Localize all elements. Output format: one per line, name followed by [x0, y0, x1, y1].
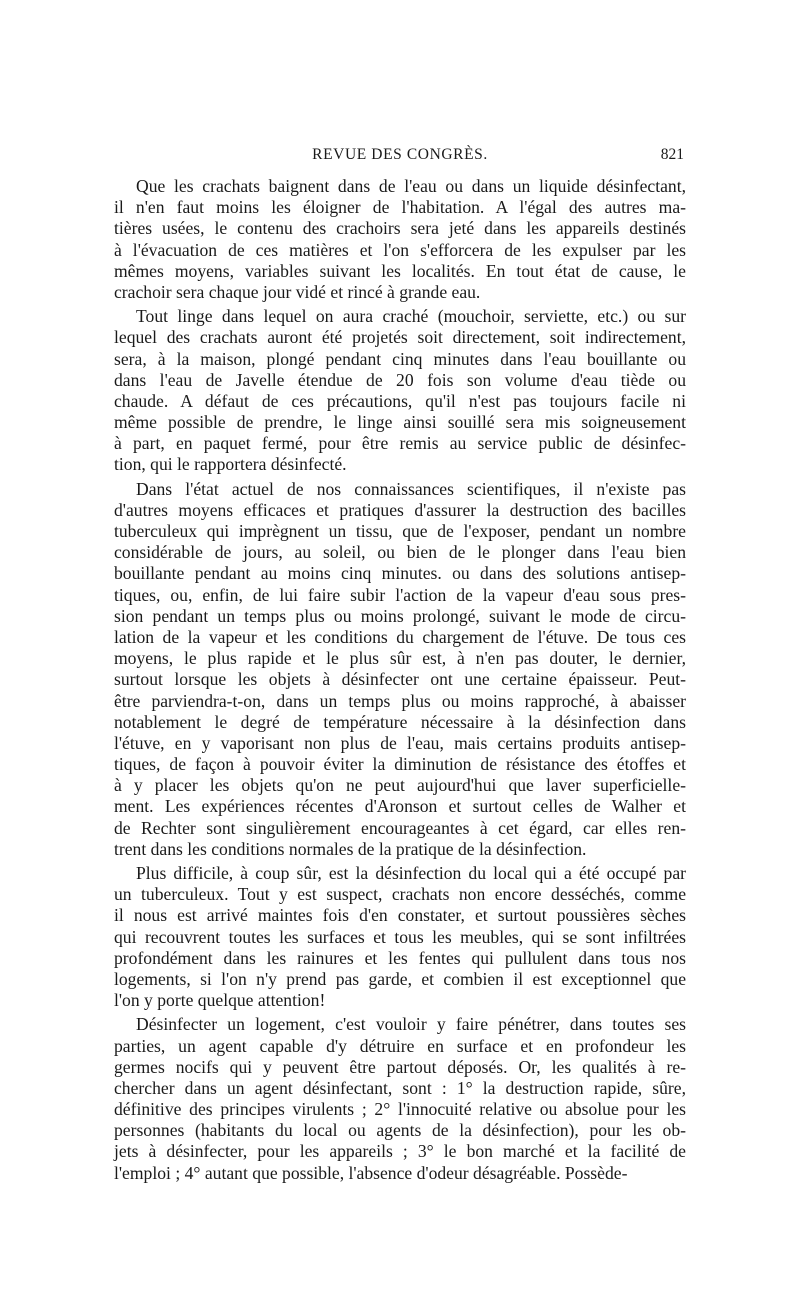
text-line: trent dans les conditions normales de la pratique de la désinfection. — [114, 838, 587, 859]
text-line: tiques, de façon à pouvoir éviter la diminution de résistance des étoffes et — [114, 754, 686, 775]
text-line: sion pendant un temps plus ou moins prolongé, suivant le mode de circu- — [114, 605, 686, 626]
text-line: sera, à la maison, plongé pendant cinq minutes dans l'eau bouillante ou — [114, 348, 686, 369]
text-line: surtout lorsque les objets à désinfecter ont une certaine épaisseur. Peut- — [114, 669, 686, 690]
text-line: Dans l'état actuel de nos connaissances scientifiques, il n'existe pas — [136, 478, 686, 499]
text-line: lation de la vapeur et les conditions du chargement de l'étuve. De tous ces — [114, 626, 686, 647]
text-line: germes nocifs qui y peuvent être partout déposés. Or, les qualités à re- — [114, 1056, 686, 1077]
paragraph — [114, 176, 686, 303]
text-line: considérable de jours, au soleil, ou bien de le plonger dans l'eau bien — [114, 542, 686, 563]
text-line: à part, en paquet fermé, pour être remis au service public de désinfec- — [114, 433, 686, 454]
text-line: qui recouvrent toutes les surfaces et tous les meubles, qui se sont infiltrées — [114, 926, 686, 947]
text-line: crachoir sera chaque jour vidé et rincé à grande eau. — [114, 281, 481, 302]
text-line: jets à désinfecter, pour les appareils ; 3° le bon marché et la facilité de — [114, 1141, 686, 1162]
text-line: bouillante pendant au moins cinq minutes. ou dans des solutions antisep- — [114, 563, 686, 584]
text-line: ment. Les expériences récentes d'Aronson et surtout celles de Walher et — [114, 796, 686, 817]
text-line: logements, si l'on n'y prend pas garde, et combien il est exceptionnel que — [114, 968, 686, 989]
running-title: REVUE DES CONGRÈS. — [312, 146, 488, 163]
text-line: définitive des principes virulents ; 2° l'innocuité relative ou absolue pour les — [114, 1099, 686, 1120]
text-line: tuberculeux qui imprègnent un tissu, que de l'exposer, pendant un nombre — [114, 521, 686, 541]
text-line: Que les crachats baignent dans de l'eau ou dans un liquide désinfectant, — [136, 176, 686, 196]
text-line: chercher dans un agent désinfectant, sont : 1° la destruction rapide, sûre, — [114, 1077, 686, 1098]
text-line: personnes (habitants du local ou agents de la désinfection), pour les ob- — [114, 1120, 686, 1141]
text-line: à l'évacuation de ces matières et l'on s'efforcera de les expulser par les — [114, 239, 686, 260]
text-line: il nous est arrivé maintes fois d'en constater, et surtout poussières sèches — [114, 905, 686, 926]
text-line: Tout linge dans lequel on aura craché (mouchoir, serviette, etc.) ou sur — [136, 306, 686, 327]
text-line: tion, qui le rapportera désinfecté. — [114, 454, 347, 475]
paragraph — [114, 863, 686, 1011]
text-line: l'emploi ; 4° autant que possible, l'absence d'odeur désagréable. Possède- — [114, 1162, 628, 1183]
text-line: être parviendra-t-on, dans un temps plus ou moins rapproché, à abaisser — [114, 690, 686, 711]
text-line: mêmes moyens, variables suivant les localités. En tout état de cause, le — [114, 260, 686, 281]
text-line: Plus difficile, à coup sûr, est la désinfection du local qui a été occupé par — [136, 863, 686, 883]
text-line: à y placer les objets qu'on ne peut aujourd'hui que laver superficielle- — [114, 775, 686, 796]
paragraph — [114, 306, 686, 476]
paragraph — [114, 479, 686, 860]
text-line: il n'en faut moins les éloigner de l'habitation. A l'égal des autres ma- — [114, 197, 686, 218]
text-line: tiques, ou, enfin, de lui faire subir l'action de la vapeur d'eau sous pres- — [114, 584, 686, 605]
text-line: l'on y porte quelque attention! — [114, 990, 326, 1011]
text-line: tières usées, le contenu des crachoirs sera jeté dans les appareils destinés — [114, 218, 686, 239]
text-line: profondément dans les rainures et les fentes qui pullulent dans tous nos — [114, 947, 686, 968]
text-line: Désinfecter un logement, c'est vouloir y faire pénétrer, dans toutes ses — [136, 1014, 686, 1035]
text-line: parties, un agent capable d'y détruire en surface et en profondeur les — [114, 1035, 686, 1056]
body-text — [114, 176, 686, 1184]
text-line: lequel des crachats auront été projetés soit directement, soit indirectement, — [114, 327, 686, 348]
text-line: moyens, le plus rapide et le plus sûr est, à n'en pas douter, le dernier, — [114, 648, 686, 669]
running-header — [114, 146, 686, 170]
text-line: notablement le degré de température nécessaire à la désinfection dans — [114, 711, 686, 732]
text-line: même possible de prendre, le linge ainsi souillé sera mis soigneusement — [114, 412, 686, 433]
text-line: un tuberculeux. Tout y est suspect, crachats non encore desséchés, comme — [114, 884, 686, 905]
document-page — [114, 146, 686, 1184]
paragraph — [114, 1014, 686, 1184]
page-number: 821 — [660, 146, 684, 163]
text-line: d'autres moyens efficaces et pratiques d'assurer la destruction des bacilles — [114, 499, 686, 520]
text-line: l'étuve, en y vaporisant non plus de l'eau, mais certains produits antisep- — [114, 732, 686, 753]
text-line: chaude. A défaut de ces précautions, qu'il n'est pas toujours facile ni — [114, 390, 686, 411]
text-line: dans l'eau de Javelle étendue de 20 fois son volume d'eau tiède ou — [114, 369, 686, 390]
text-line: de Rechter sont singulièrement encourageantes à cet égard, car elles ren- — [114, 817, 686, 838]
